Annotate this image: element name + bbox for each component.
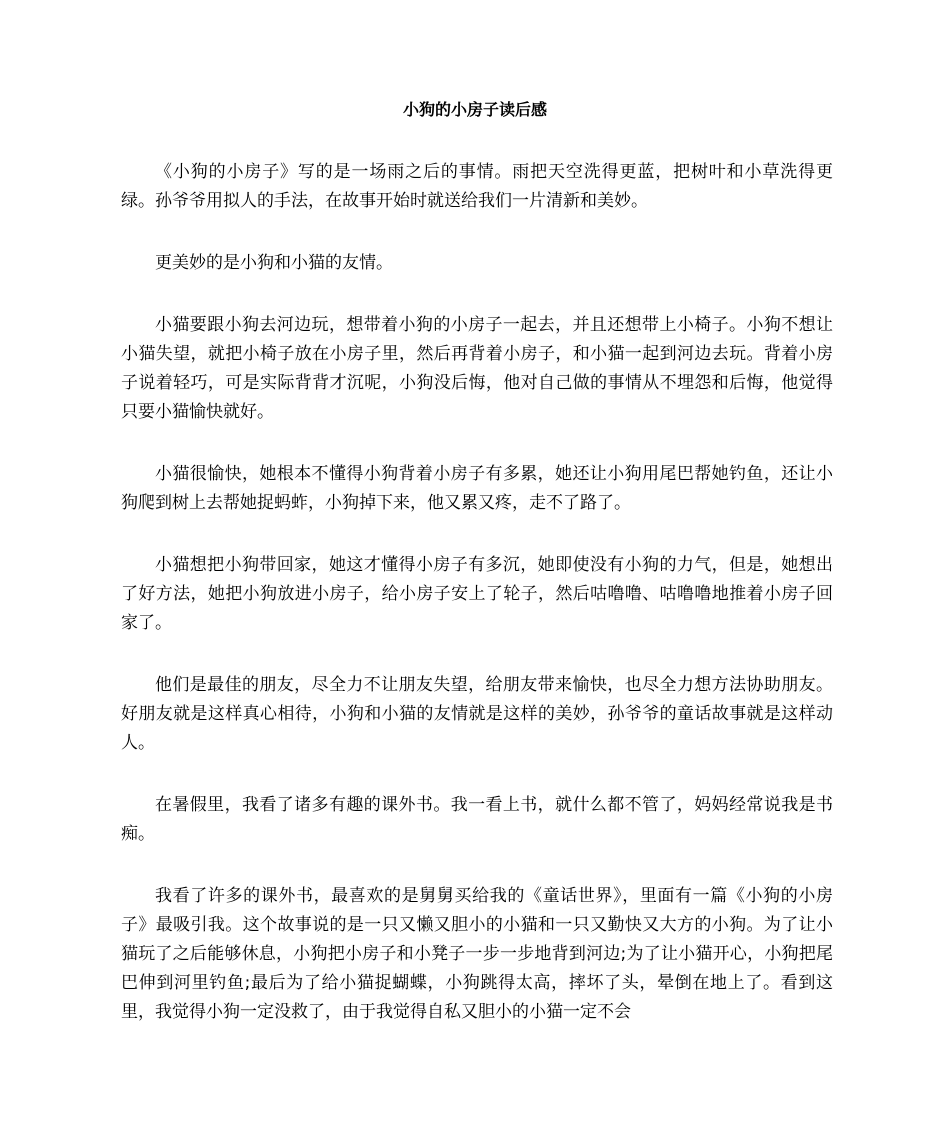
document-body xyxy=(121,158,833,1060)
document-title: 小狗的小房子读后感 xyxy=(402,100,547,119)
paragraph: 他们是最佳的朋友，尽全力不让朋友失望，给朋友带来愉快，也尽全力想方法协助朋友。好朋友就是这样真心相待，小狗和小猫的友情就是这样的美妙，孙爷爷的童话故事就是这样动人。 xyxy=(121,675,833,753)
paragraph: 《小狗的小房子》写的是一场雨之后的事情。雨把天空洗得更蓝，把树叶和小草洗得更绿。孙爷爷用拟人的手法，在故事开始时就送给我们一片清新和美妙。 xyxy=(121,162,833,211)
paragraph: 小猫要跟小狗去河边玩，想带着小狗的小房子一起去，并且还想带上小椅子。小狗不想让小猫失望，就把小椅子放在小房子里，然后再背着小房子，和小猫一起到河边去玩。背着小房子说着轻巧，可是实际背背才沉呢，小狗没后悔，他对自己做的事情从不埋怨和后悔，他觉得只要小猫愉快就好。 xyxy=(121,315,833,422)
paragraph: 在暑假里，我看了诸多有趣的课外书。我一看上书，就什么都不管了，妈妈经常说我是书痴。 xyxy=(121,795,833,844)
paragraph: 小猫很愉快，她根本不懂得小狗背着小房子有多累，她还让小狗用尾巴帮她钓鱼，还让小狗爬到树上去帮她捉蚂蚱，小狗掉下来，他又累又疼，走不了路了。 xyxy=(121,464,833,513)
paragraph: 小猫想把小狗带回家，她这才懂得小房子有多沉，她即使没有小狗的力气，但是，她想出了好方法，她把小狗放进小房子，给小房子安上了轮子，然后咕噜噜、咕噜噜地推着小房子回家了。 xyxy=(121,555,833,633)
paragraph: 更美妙的是小狗和小猫的友情。 xyxy=(155,253,393,273)
paragraph: 我看了许多的课外书，最喜欢的是舅舅买给我的《童话世界》，里面有一篇《小狗的小房子》最吸引我。这个故事说的是一只又懒又胆小的小猫和一只又勤快又大方的小狗。为了让小猫玩了之后能够休息，小狗把小房子和小凳子一步一步地背到河边;为了让小猫开心，小狗把尾巴伸到河里钓鱼;最后为了给小猫捉蝴蝶，小狗跳得太高，摔坏了头，晕倒在地上了。看到这里，我觉得小狗一定没救了，由于我觉得自私又胆小的小猫一定不会 xyxy=(121,886,833,1022)
